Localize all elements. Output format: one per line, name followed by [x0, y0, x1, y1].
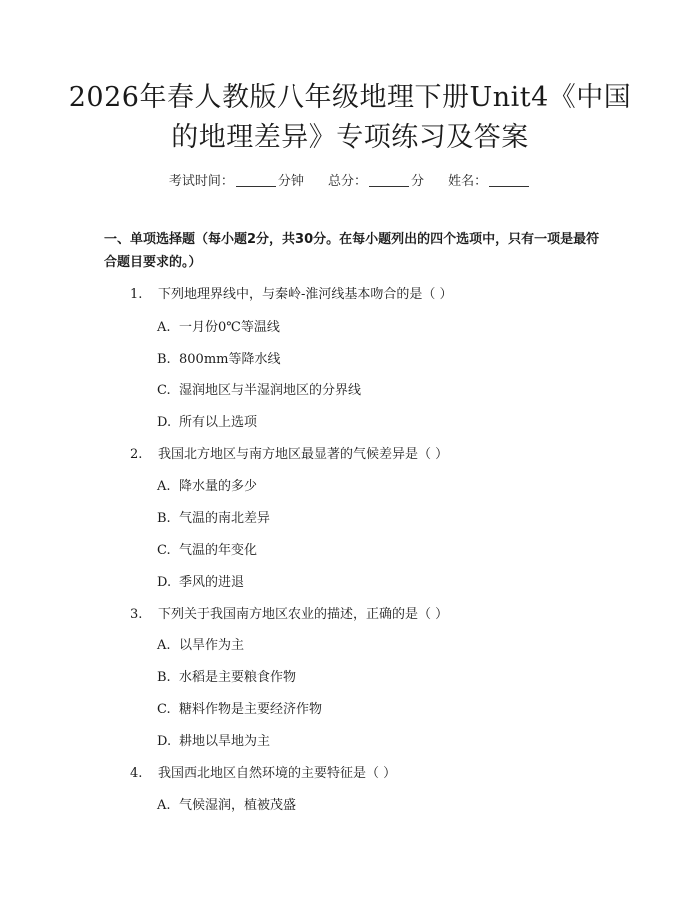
- option-letter: D.: [157, 415, 172, 430]
- option-text: 季风的进退: [179, 575, 245, 590]
- question-1-option-d: [157, 411, 257, 430]
- question-1-option-c: [157, 379, 361, 398]
- option-text: 800mm等降水线: [179, 352, 281, 367]
- document-title: 2026年春人教版八年级地理下册Unit4《中国的地理差异》专项练习及答案: [68, 82, 632, 153]
- question-3-option-d: [157, 730, 270, 749]
- option-text: 糖料作物是主要经济作物: [179, 702, 323, 717]
- option-text: 所有以上选项: [179, 415, 258, 430]
- option-text: 水稻是主要粮食作物: [179, 670, 297, 685]
- option-text: 气候湿润，植被茂盛: [179, 798, 297, 813]
- question-number: 1.: [130, 287, 143, 302]
- option-text: 降水量的多少: [179, 479, 258, 494]
- option-letter: D.: [157, 575, 172, 590]
- question-2-option-c: [157, 539, 257, 558]
- question-3: [130, 603, 448, 622]
- option-letter: C.: [157, 702, 171, 717]
- option-text: 耕地以旱地为主: [179, 734, 271, 749]
- question-text: 下列地理界线中，与秦岭-淮河线基本吻合的是（ ）: [158, 287, 453, 302]
- question-1-option-a: [157, 316, 280, 335]
- question-number: 2.: [130, 447, 143, 462]
- exam-time-unit: 分钟: [277, 174, 304, 189]
- question-4-option-a: [157, 794, 296, 813]
- option-letter: B.: [157, 352, 171, 367]
- option-text: 气温的南北差异: [179, 511, 271, 526]
- option-letter: A.: [157, 798, 171, 813]
- student-name-blank: [489, 174, 529, 187]
- option-letter: C.: [157, 383, 171, 398]
- question-number: 4.: [130, 766, 143, 781]
- question-1: [130, 283, 453, 302]
- option-letter: D.: [157, 734, 172, 749]
- exam-time-blank: [236, 174, 276, 187]
- option-letter: B.: [157, 511, 171, 526]
- section-heading: 一、单项选择题（每小题2分，共30分。在每小题列出的四个选项中，只有一项是最符合题目要求的。）: [104, 232, 600, 270]
- total-score-label: 总分：: [327, 174, 367, 189]
- question-2-option-b: [157, 507, 270, 526]
- question-2-option-d: [157, 571, 244, 590]
- option-text: 湿润地区与半湿润地区的分界线: [179, 383, 362, 398]
- question-1-option-b: [157, 348, 280, 367]
- question-text: 我国西北地区自然环境的主要特征是（ ）: [158, 766, 397, 781]
- question-2-option-a: [157, 475, 257, 494]
- total-score-blank: [369, 174, 409, 187]
- student-name-label: 姓名：: [448, 174, 488, 189]
- question-number: 3.: [130, 607, 143, 622]
- total-score-unit: 分: [411, 174, 425, 189]
- option-text: 以旱作为主: [179, 638, 245, 653]
- exam-time-field: [169, 174, 308, 189]
- question-3-option-c: [157, 698, 322, 717]
- total-score-field: [328, 174, 428, 189]
- option-letter: C.: [157, 543, 171, 558]
- exam-info-line: [0, 170, 700, 189]
- question-2: [130, 443, 448, 462]
- option-letter: A.: [157, 320, 171, 335]
- exam-time-label: 考试时间：: [168, 174, 234, 189]
- question-3-option-a: [157, 634, 244, 653]
- question-4: [130, 762, 396, 781]
- option-letter: A.: [157, 479, 171, 494]
- student-name-field: [448, 174, 531, 189]
- option-letter: A.: [157, 638, 171, 653]
- question-text: 我国北方地区与南方地区最显著的气候差异是（ ）: [158, 447, 449, 462]
- option-letter: B.: [157, 670, 171, 685]
- question-3-option-b: [157, 666, 296, 685]
- option-text: 气温的年变化: [179, 543, 258, 558]
- question-text: 下列关于我国南方地区农业的描述，正确的是（ ）: [158, 607, 449, 622]
- option-text: 一月份0℃等温线: [179, 320, 280, 335]
